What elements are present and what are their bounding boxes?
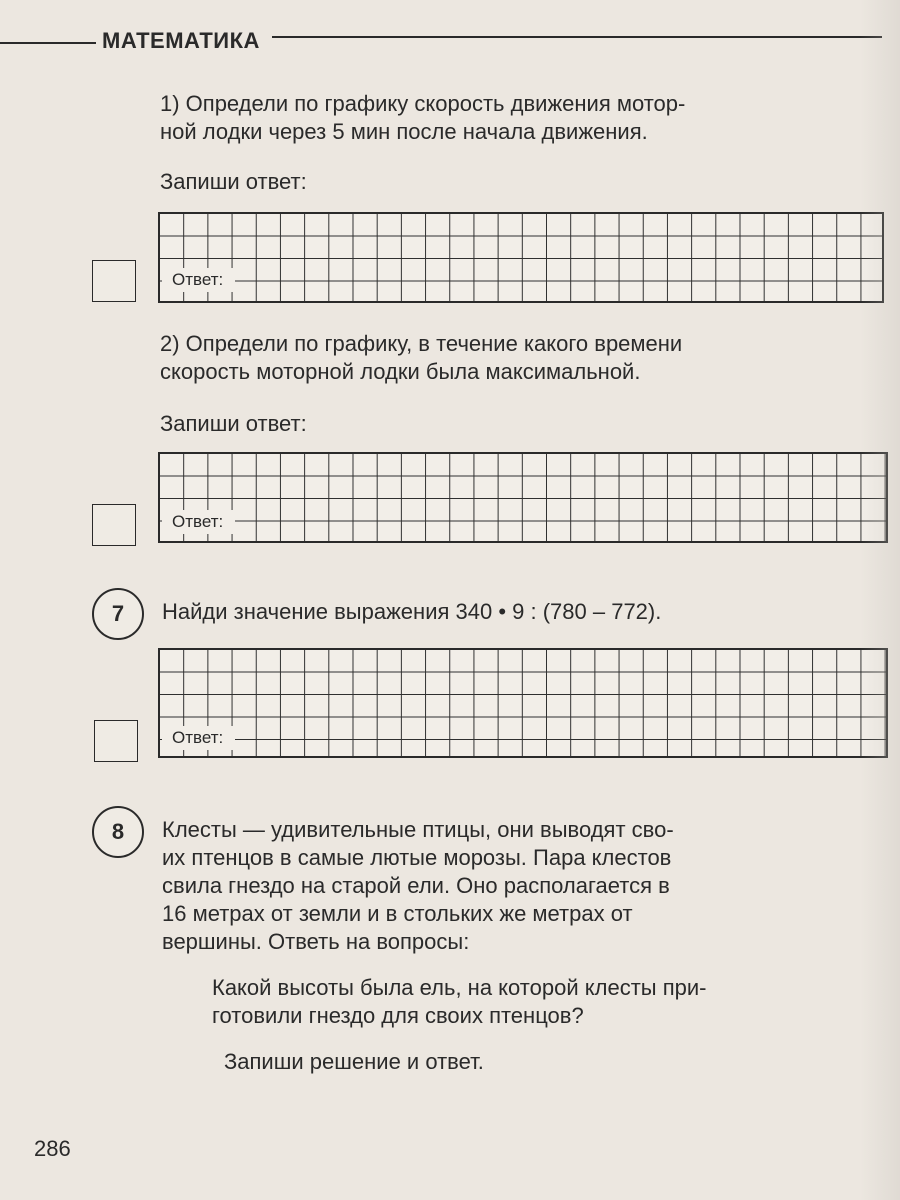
- task-8-line-5: вершины. Ответь на вопросы:: [162, 929, 470, 954]
- task-8-line-3: свила гнездо на старой ели. Оно располагается в: [162, 873, 670, 898]
- answer-grid-1[interactable]: [158, 212, 884, 303]
- task-8-line-1: Клесты — удивительные птицы, они выводят сво-: [162, 817, 674, 842]
- task-7-text: Найди значение выражения 340 • 9 : (780 – 772).: [162, 599, 662, 624]
- header-rule-right: [272, 36, 882, 38]
- question-1-line-2: ной лодки через 5 мин после начала движения.: [160, 119, 648, 144]
- answer-label-1: Ответ:: [162, 268, 235, 292]
- question-2-prompt: Запиши ответ:: [160, 411, 307, 436]
- answer-grid-3[interactable]: [158, 648, 888, 758]
- score-box-2[interactable]: [92, 504, 136, 546]
- answer-grid-2[interactable]: [158, 452, 888, 543]
- task-8-prompt: Запиши решение и ответ.: [224, 1049, 484, 1074]
- question-2-line-1: 2) Определи по графику, в течение какого времени: [160, 331, 683, 356]
- question-2-line-2: скорость моторной лодки была максимальной.: [160, 359, 641, 384]
- task-8-number: 8: [92, 806, 144, 858]
- task-8-line-4: 16 метрах от земли и в стольких же метрах от: [162, 901, 633, 926]
- page-title: МАТЕМАТИКА: [96, 28, 266, 54]
- answer-label-3: Ответ:: [162, 726, 235, 750]
- page-number: 286: [34, 1136, 71, 1161]
- answer-label-2: Ответ:: [162, 510, 235, 534]
- task-8-question-line-1: Какой высоты была ель, на которой клесты при-: [212, 975, 707, 1000]
- task-7-number: 7: [92, 588, 144, 640]
- page-shadow: [860, 0, 900, 1200]
- header-rule-left: [0, 42, 96, 44]
- task-8-question-line-2: готовили гнездо для своих птенцов?: [212, 1003, 584, 1028]
- score-box-1[interactable]: [92, 260, 136, 302]
- question-1-line-1: 1) Определи по графику скорость движения мотор-: [160, 91, 686, 116]
- question-1-prompt: Запиши ответ:: [160, 169, 307, 194]
- score-box-3[interactable]: [94, 720, 138, 762]
- task-8-line-2: их птенцов в самые лютые морозы. Пара клестов: [162, 845, 672, 870]
